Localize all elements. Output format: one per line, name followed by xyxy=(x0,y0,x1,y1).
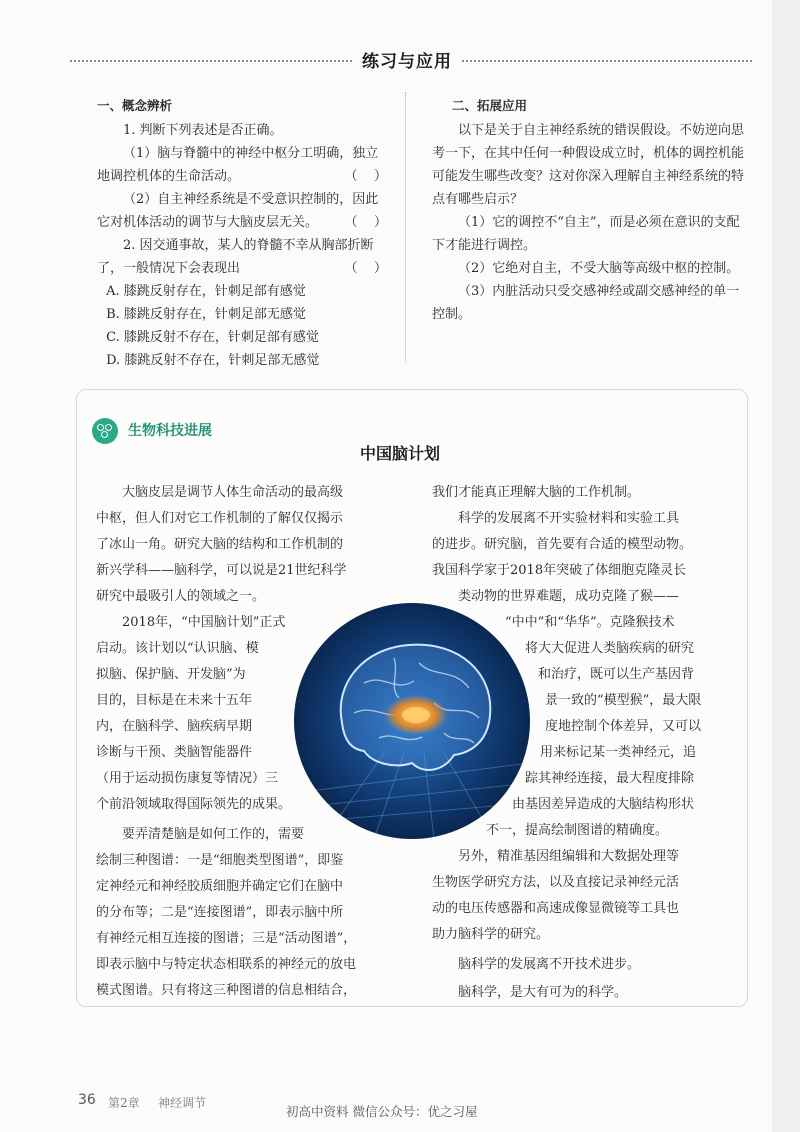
text-line: 拟脑、保护脑、开发脑”为 xyxy=(96,667,246,682)
concept-heading: 一、概念辨析 xyxy=(97,98,173,113)
page-number: 36 xyxy=(78,1092,96,1108)
section-title: 练习与应用 xyxy=(362,52,452,72)
feature-title: 中国脑计划 xyxy=(359,444,440,463)
q1b-text: 它对机体活动的调节与大脑皮层无关。 xyxy=(97,215,319,230)
q2-text: 了，一般情况下会表现出 xyxy=(97,261,241,276)
feature-right-20: 脑科学，是大有可为的科学。 xyxy=(458,985,628,1000)
text-line: 绘制三种图谱：一是“细胞类型图谱”，即鉴 xyxy=(96,853,344,868)
concept-section xyxy=(97,94,387,372)
header-rule-right xyxy=(462,60,752,62)
q1a-text: 地调控机体的生命活动。 xyxy=(97,169,241,184)
text-line: （用于运动损伤康复等情况）三 xyxy=(96,771,279,786)
feature-right-2: 科学的发展离不开实验材料和实验工具 xyxy=(458,511,680,526)
text-line: 新兴学科——脑科学，可以说是21世纪科学 xyxy=(96,563,347,578)
text-line: 了冰山一角。研究大脑的结构和工作机制的 xyxy=(96,537,344,552)
text-line: 即表示脑中与特定状态相联系的神经元的放电 xyxy=(96,957,357,972)
feature-right-7: 将大大促进人类脑疾病的研究 xyxy=(525,641,695,656)
q2-line2 xyxy=(97,257,387,280)
text-line: 启动。该计划以“认识脑、模 xyxy=(96,641,259,656)
extension-item-1: （1）它的调控不“自主”，而是必须在意识的支配下才能进行调控。 xyxy=(432,215,740,253)
header-rule-left xyxy=(70,60,352,62)
answer-blank: （ ） xyxy=(344,169,387,184)
q1a-line1: （1）脑与脊髓中的神经中枢分工明确，独立 xyxy=(123,146,379,161)
q2-line1: 2. 因交通事故，某人的脊髓不幸从胸部折断 xyxy=(123,238,374,253)
text-line: 定神经元和神经胶质细胞并确定它们在脑中 xyxy=(96,879,344,894)
extension-item-2: （2）它绝对自主，不受大脑等高级中枢的控制。 xyxy=(458,261,740,276)
feature-right-4: 我国科学家于2018年突破了体细胞克隆灵长 xyxy=(432,563,687,578)
watermark: 初高中资料 微信公众号：优之习屋 xyxy=(286,1104,478,1119)
option-b: B. 膝跳反射存在，针刺足部无感觉 xyxy=(106,307,306,322)
feature-left-p2 xyxy=(96,610,311,818)
feature-right-10: 度地控制个体差异，又可以 xyxy=(545,719,702,734)
option-a: A. 膝跳反射存在，针刺足部有感觉 xyxy=(106,284,306,299)
text-line: 目的，目标是在未来十五年 xyxy=(96,693,253,708)
feature-right-5: 类动物的世界难题，成功克隆了猴—— xyxy=(458,589,680,604)
feature-right-3: 的进步。研究脑，首先要有合适的模型动物。 xyxy=(432,537,693,552)
feature-right-1: 我们才能真正理解大脑的工作机制。 xyxy=(432,485,641,500)
feature-right-9: 景一致的“模型猴”，最大限 xyxy=(545,693,702,708)
feature-right-17: 动的电压传感器和高速成像显微镜等工具也 xyxy=(432,901,680,916)
feature-right-6: “中中”和“华华”。克隆猴技术 xyxy=(505,615,675,630)
q1a-line2 xyxy=(97,165,387,188)
extension-section xyxy=(432,94,744,326)
text-line: 研究中最吸引人的领域之一。 xyxy=(96,589,266,604)
feature-right-8: 和治疗，既可以生产基因背 xyxy=(538,667,695,682)
feature-left-p1 xyxy=(96,480,396,610)
feature-right-19: 脑科学的发展离不开技术进步。 xyxy=(458,957,641,972)
text-line: 中枢，但人们对它工作机制的了解仅仅揭示 xyxy=(96,511,344,526)
text-line: 大脑皮层是调节人体生命活动的最高级 xyxy=(122,485,344,500)
feature-right-12: 踪其神经连接，最大程度排除 xyxy=(525,771,695,786)
feature-right-14: 不一，提高绘制图谱的精确度。 xyxy=(486,823,669,838)
extension-heading: 二、拓展应用 xyxy=(452,98,528,113)
feature-left-p3 xyxy=(96,822,396,1004)
text-line: 个前沿领域取得国际领先的成果。 xyxy=(96,797,292,812)
feature-right-18: 助力脑科学的研究。 xyxy=(432,927,550,942)
text-line: 有神经元相互连接的图谱；三是“活动图谱”， xyxy=(96,931,357,946)
extension-item-3: （3）内脏活动只受交感神经或副交感神经的单一控制。 xyxy=(432,284,740,322)
feature-label: 生物科技进展 xyxy=(128,423,212,439)
q1-intro: 1. 判断下列表述是否正确。 xyxy=(123,123,283,138)
feature-right-15: 另外，精准基因组编辑和大数据处理等 xyxy=(458,849,680,864)
chapter-label: 第2章 xyxy=(108,1096,140,1110)
option-c: C. 膝跳反射不存在，针刺足部有感觉 xyxy=(106,330,319,345)
text-line: 的分布等；二是“连接图谱”，即表示脑中所 xyxy=(96,905,344,920)
feature-right-16: 生物医学研究方法，以及直接记录神经元活 xyxy=(432,875,680,890)
page-edge xyxy=(772,0,800,1132)
q1b-line2 xyxy=(97,211,387,234)
answer-blank: （ ） xyxy=(344,215,387,230)
feature-right-13: 由基因差异造成的大脑结构形状 xyxy=(512,797,695,812)
extension-intro: 以下是关于自主神经系统的错误假设。不妨逆向思考一下，在其中任何一种假设成立时，机体的调控机能可能发生哪些改变？这对你深入理解自主神经系统的特点有哪些启示？ xyxy=(432,123,745,207)
text-line: 模式图谱。只有将这三种图谱的信息相结合， xyxy=(96,983,357,998)
q1b-line1: （2）自主神经系统是不受意识控制的，因此 xyxy=(123,192,379,207)
text-line: 内，在脑科学、脑疾病早期 xyxy=(96,719,253,734)
chapter-title: 神经调节 xyxy=(158,1096,207,1110)
feature-right-11: 用来标记某一类神经元，追 xyxy=(540,745,697,760)
answer-blank: （ ） xyxy=(344,261,387,276)
text-line: 要弄清楚脑是如何工作的，需要 xyxy=(122,827,305,842)
brain-illustration xyxy=(294,603,530,839)
column-divider xyxy=(405,92,406,362)
text-line: 诊断与干预、类脑智能器件 xyxy=(96,745,253,760)
text-line: 2018年，“中国脑计划”正式 xyxy=(122,615,286,630)
option-d: D. 膝跳反射不存在，针刺足部无感觉 xyxy=(106,353,320,368)
science-icon xyxy=(92,418,118,444)
